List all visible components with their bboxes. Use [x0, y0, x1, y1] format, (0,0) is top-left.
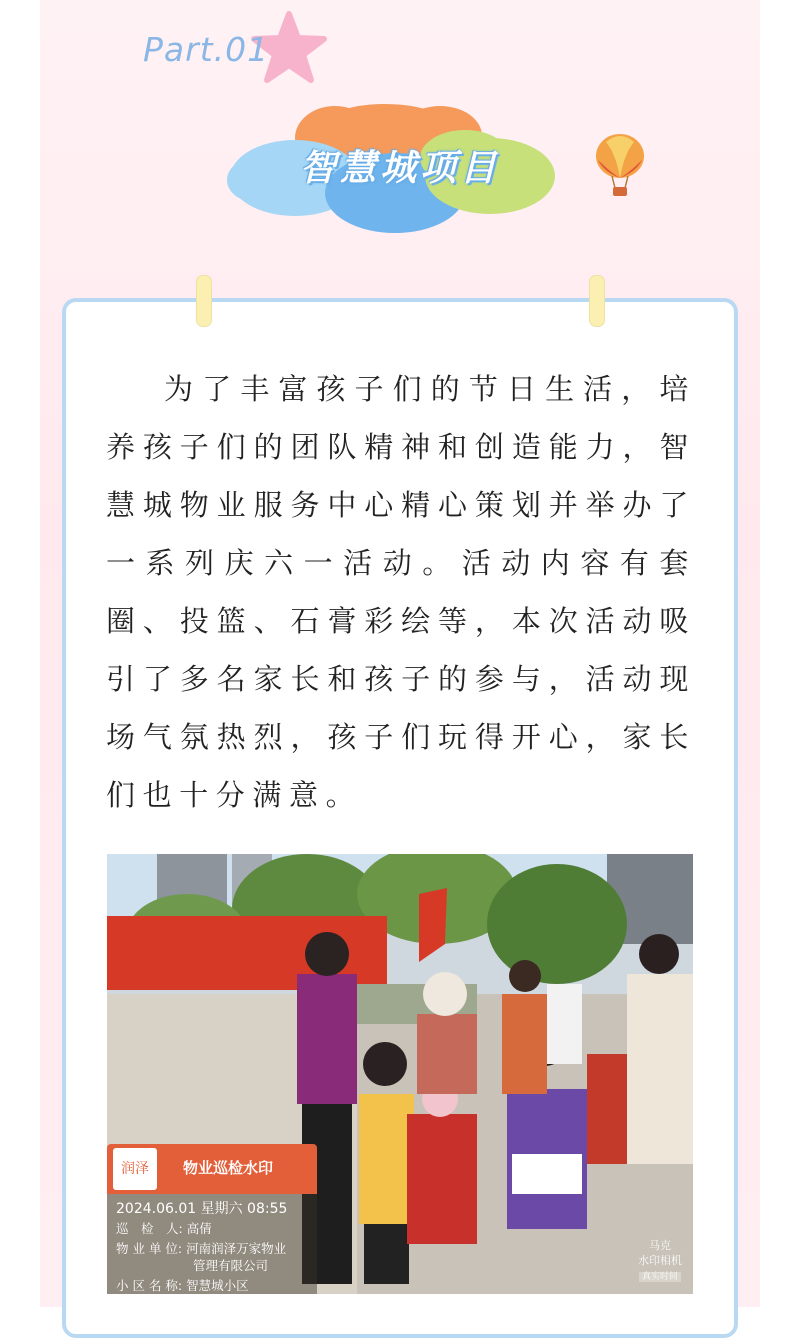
stamp-line3: 真实时间	[639, 1272, 681, 1282]
inspector-label: 巡 检 人:	[116, 1221, 183, 1236]
watermark-unit-row	[116, 1239, 286, 1257]
unit-value-line1: 河南润泽万家物业	[186, 1241, 287, 1256]
stamp-line2: 水印相机	[638, 1254, 682, 1267]
watermark-community-row	[116, 1276, 249, 1294]
unit-label: 物 业 单 位:	[116, 1241, 183, 1256]
watermark-inspector-row	[116, 1219, 212, 1237]
company-logo-icon: 润泽	[113, 1148, 157, 1190]
section-title: 智慧城项目	[299, 148, 500, 189]
unit-value-line2: 管理有限公司	[193, 1258, 269, 1273]
card-pin-left	[196, 275, 212, 327]
community-value: 智慧城小区	[186, 1278, 249, 1293]
part-label: Part.01	[143, 30, 270, 69]
hot-air-balloon-icon	[590, 132, 648, 198]
community-label: 小 区 名 称:	[116, 1278, 183, 1293]
card-pin-right	[589, 275, 605, 327]
watermark-datetime: 2024.06.01 星期六 08:55	[116, 1201, 288, 1217]
article-paragraph: 为了丰富孩子们的节日生活，培养孩子们的团队精神和创造能力，智慧城物业服务中心精心策划并举办了一系列庆六一活动。活动内容有套圈、投篮、石膏彩绘等，本次活动吸引了多名家长和孩子的参与，活动现场气氛热烈，孩子们玩得开心，家长们也十分满意。	[106, 372, 696, 812]
stamp-line1: 马克	[649, 1239, 671, 1252]
watermark-title: 物业巡检水印	[183, 1159, 274, 1177]
camera-stamp	[627, 1238, 693, 1285]
inspector-value: 高倩	[186, 1221, 212, 1236]
